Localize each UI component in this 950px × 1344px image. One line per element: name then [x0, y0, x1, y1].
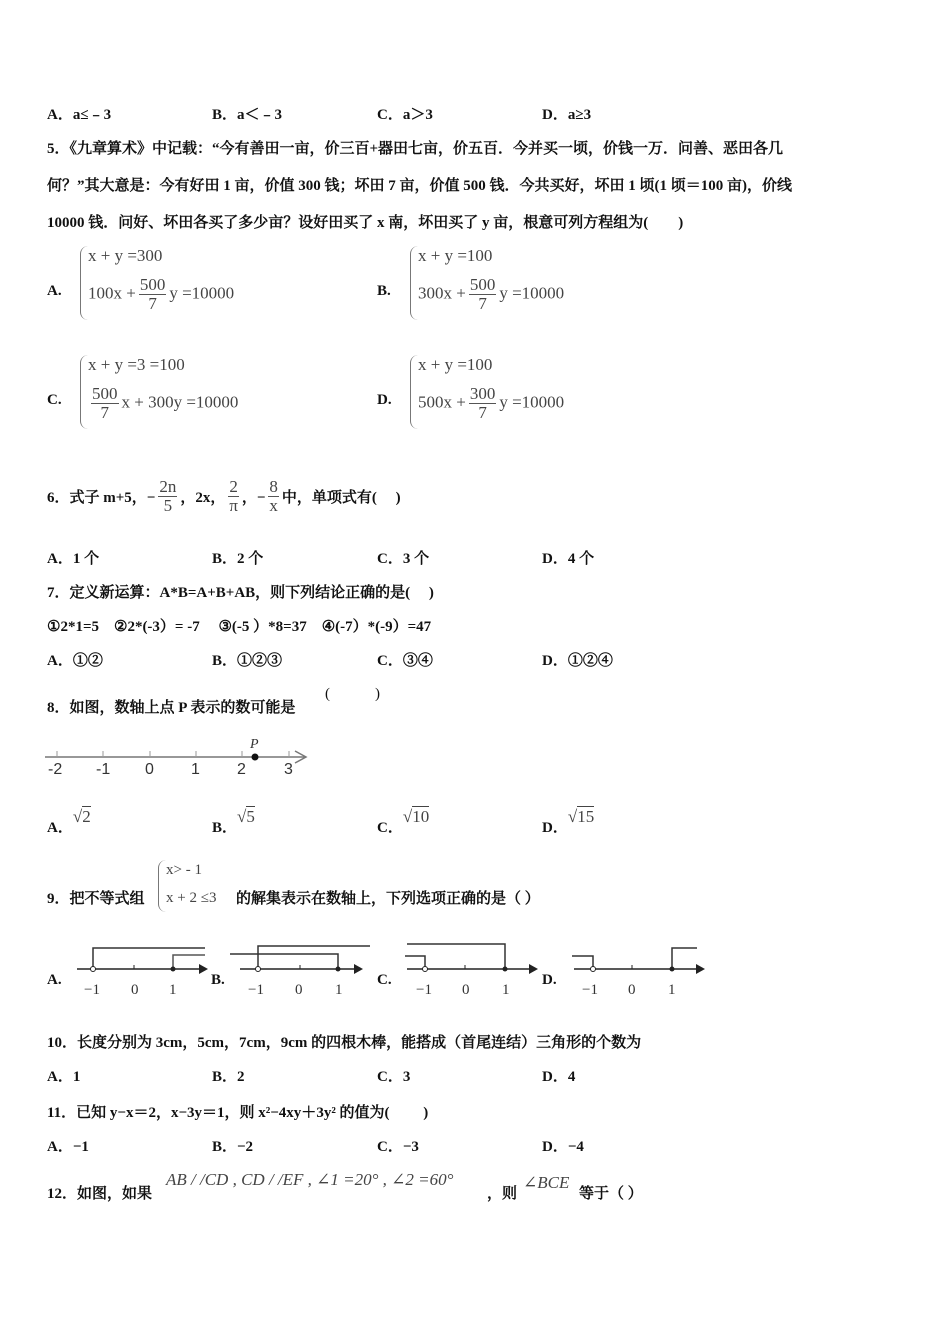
q9-graph-d: [572, 940, 707, 975]
q5-option-a-label: A.: [47, 283, 62, 299]
q5-option-d-label: D.: [377, 392, 392, 408]
q8-option-b: B．√5: [212, 807, 255, 836]
q5-option-a-system: x + y =300 100x + $\frac{500}{7}$ y =10000: [80, 246, 360, 324]
q6-option-d: D．4 个: [542, 551, 595, 567]
q10-text: 10．长度分别为 3cm，5cm，7cm，9cm 的四根木棒，能搭成（首尾连结）三角形的个数为: [47, 1035, 642, 1051]
q9-option-c-label: C.: [377, 972, 392, 988]
q10-option-d: D．4: [542, 1069, 576, 1085]
q12-pre: 12．如图，如果: [47, 1186, 153, 1202]
q7-text: 7．定义新运算：A*B=A+B+AB，则下列结论正确的是( ): [47, 585, 434, 601]
q9-pre: 9．把不等式组: [47, 891, 145, 907]
q9-option-b-label: B.: [211, 972, 225, 988]
q7-option-b: B．①②③: [212, 653, 283, 669]
q4-option-b: B．a＜﹣3: [212, 107, 283, 123]
exam-page: A．a≤﹣3 B．a＜﹣3 C．a＞3 D．a≥3 5．《九章算术》中记载：“今有善田一亩，价三百+器田七亩，价五百．今并买一顷，价钱一万．问善、恶田各几 何？”其大意是：今有好田 1 亩，价值 300 钱；坏田 7 亩，价值 500 钱．今共买好，坏田 1 顷(1 顷＝100 亩)，价线 10000 钱．问好、坏田各买了多少亩？设好田买了 x 南，坏田买了 y 亩，根意可列方程组为( ) A. x + y =300 100x + $\frac{500}{7}$ y =10000 B. x + y =100 300x + $\frac{500}{7}$ y =10000 C. x + y =3 =100 $\frac{500}{7}$ x + 300y =10000 D. x + y =100 500x + $\frac{300}{7}$ y =10000 6．式子 m+5，− $\frac{2n}{5}$ ，2x， $\frac{2}{\pi}$ ，− $\frac{8}{x}$ 中，单项式有( ) A．1 个 B．2 个 C．3 个 D．4 个 7．定义新运算：A*B=A+B+AB，则下列结论正确的是( ) ①2*1=5 ②2*(-3）= -7 ③(-5 ）*8=37 ④(-7）*(-9）=47 A．①② B．①②③ C．③④ D．①②④ 8．如图，数轴上点 P 表示的数可能是 ( ) P -2 -1 0 1 2 3 A．√2 B．√5 C．√10 D．√15 9．把不等式组 x> - 1 x + 2 ≤3 的解集表示在数轴上，下列选项正确的是（ ） A. B. C. D. −1 0 1 −1 0 1 −1 0 1 −1 0 1 10．长度分别为 3cm，5cm，7cm，9cm 的四根木棒，能搭成（首尾连结）三角形的个数为 A．1 B．2 C．3 D．4 11．已知 y−x＝2，x−3y＝1，则 x²−4xy＋3y² 的值为( ) A．−1 B．−2 C．−3 D．−4 12．如图，如果 AB / /CD , CD / /EF , ∠1 =20° , ∠2 =60° ，则 ∠BCE 等于（ ）: [0, 0, 950, 1344]
q7-option-d: D．①②④: [542, 653, 613, 669]
q8-paren: ( ): [325, 686, 380, 702]
q8-text: 8．如图，数轴上点 P 表示的数可能是: [47, 700, 296, 716]
q9-option-d-label: D.: [542, 972, 557, 988]
q9-graph-a: [75, 940, 210, 975]
q5-option-d-system: x + y =100 500x + $\frac{300}{7}$ y =10000: [410, 355, 690, 433]
q9-system: x> - 1 x + 2 ≤3: [158, 860, 238, 916]
q9-post: 的解集表示在数轴上，下列选项正确的是（ ）: [236, 891, 540, 907]
q5-option-c-system: x + y =3 =100 $\frac{500}{7}$ x + 300y =10000: [80, 355, 360, 433]
q9-option-a-label: A.: [47, 972, 62, 988]
q8-option-a: A．√2: [47, 807, 91, 836]
q11-option-a: A．−1: [47, 1139, 89, 1155]
q4-option-a: A．a≤﹣3: [47, 107, 112, 123]
q12-angle: ∠BCE: [523, 1173, 570, 1192]
q4-option-c: C．a＞3: [377, 107, 433, 123]
q5-text-line2: 何？”其大意是：今有好田 1 亩，价值 300 钱；坏田 7 亩，价值 500 钱．今共买好，坏田 1 顷(1 顷＝100 亩)，价线: [47, 178, 792, 194]
q5-text-line3: 10000 钱．问好、坏田各买了多少亩？设好田买了 x 南，坏田买了 y 亩，根意可列方程组为( ): [47, 215, 684, 231]
q7-items: ①2*1=5 ②2*(-3）= -7 ③(-5 ）*8=37 ④(-7）*(-9）=47: [47, 619, 432, 635]
q9-graph-b: [230, 940, 370, 975]
q5-option-b-label: B.: [377, 283, 391, 299]
q8-option-c: C．√10: [377, 807, 430, 836]
q12-mid: ，则: [487, 1186, 518, 1202]
point-p: [252, 754, 259, 761]
q11-option-d: D．−4: [542, 1139, 584, 1155]
q10-option-a: A．1: [47, 1069, 81, 1085]
q8-point-label: P: [250, 737, 259, 752]
q9-graph-c: [405, 940, 540, 975]
q6-option-b: B．2 个: [212, 551, 264, 567]
q6-option-c: C．3 个: [377, 551, 430, 567]
q10-option-b: B．2: [212, 1069, 245, 1085]
q6-option-a: A．1 个: [47, 551, 100, 567]
q12-post: 等于（ ）: [579, 1186, 643, 1202]
q5-text-line1: 5．《九章算术》中记载：“今有善田一亩，价三百+器田七亩，价五百．今并买一顷，价钱一万．问善、恶田各几: [47, 141, 784, 157]
q12-expression: AB / /CD , CD / /EF , ∠1 =20° , ∠2 =60°: [166, 1170, 454, 1189]
q11-option-b: B．−2: [212, 1139, 254, 1155]
q6-text: 6．式子 m+5，− $\frac{2n}{5}$ ，2x， $\frac{2}{\pi}$ ，− $\frac{8}{x}$ 中，单项式有( ): [47, 477, 401, 515]
q5-option-b-system: x + y =100 300x + $\frac{500}{7}$ y =10000: [410, 246, 690, 324]
q8-option-d: D．√15: [542, 807, 595, 836]
q5-option-c-label: C.: [47, 392, 62, 408]
q11-text: 11．已知 y−x＝2，x−3y＝1，则 x²−4xy＋3y² 的值为( ): [47, 1105, 429, 1121]
q7-option-a: A．①②: [47, 653, 103, 669]
q7-option-c: C．③④: [377, 653, 433, 669]
q4-option-d: D．a≥3: [542, 107, 592, 123]
q8-number-line: [40, 735, 320, 783]
q10-option-c: C．3: [377, 1069, 411, 1085]
q11-option-c: C．−3: [377, 1139, 419, 1155]
